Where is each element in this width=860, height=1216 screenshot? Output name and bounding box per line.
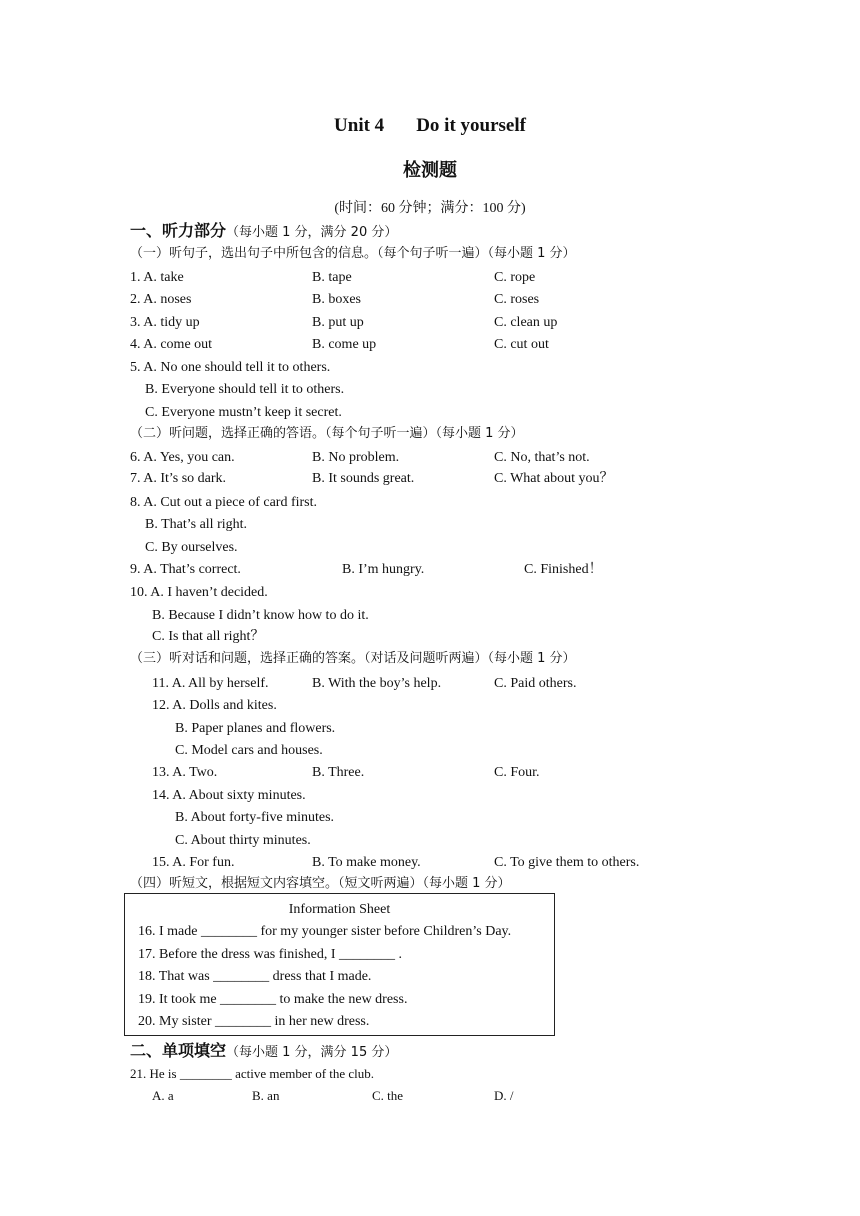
option-text: B. With the boy’s help. [312, 676, 442, 691]
option-text: C. No, that’s not. [494, 450, 590, 465]
option-text: D. / [494, 1088, 514, 1103]
section-note: （每小题 1 分，满分 20 分） [226, 225, 398, 240]
option-text: 6. A. Yes, you can. [130, 450, 235, 465]
option-text: C. Everyone mustn’t keep it secret. [145, 405, 342, 420]
option-text: 12. A. Dolls and kites. [152, 698, 277, 713]
option-text: C. Finished！ [524, 562, 603, 577]
option-text: C. the [372, 1088, 404, 1103]
option-text: 7. A. It’s so dark. [130, 471, 227, 486]
part-heading: （三）听对话和问题，选择正确的答案。（对话及问题听两遍）（每小题 1 分） [130, 651, 576, 666]
option-text: A. a [152, 1088, 174, 1103]
option-text: B. I’m hungry. [342, 562, 425, 577]
option-text: C. Model cars and houses. [175, 743, 323, 758]
option-text: B. tape [312, 270, 352, 285]
option-text: 14. A. About sixty minutes. [152, 788, 306, 803]
option-text: C. Paid others. [494, 676, 577, 691]
option-text: B. Everyone should tell it to others. [145, 382, 345, 397]
option-text: 9. A. That’s correct. [130, 562, 241, 577]
option-text: B. About forty-five minutes. [175, 810, 335, 825]
option-text: B. That’s all right. [145, 517, 248, 532]
option-text: 13. A. Two. [152, 765, 218, 780]
option-text: B. Paper planes and flowers. [175, 721, 336, 736]
option-text: 5. A. No one should tell it to others. [130, 360, 331, 375]
option-text: C. roses [494, 292, 540, 307]
information-sheet [124, 893, 555, 1036]
option-text: B. an [252, 1088, 280, 1103]
part-heading: （二）听问题，选择正确的答语。（每个句子听一遍）（每小题 1 分） [130, 426, 524, 441]
option-text: C. By ourselves. [145, 540, 238, 555]
option-text: 3. A. tidy up [130, 315, 200, 330]
section-heading [130, 1042, 397, 1062]
option-text: C. Is that all right？ [152, 629, 265, 644]
fill-blank-line: 19. It took me ________ to make the new dress. [138, 992, 408, 1007]
option-text: B. Three. [312, 765, 365, 780]
option-text: B. It sounds great. [312, 471, 415, 486]
option-text: 2. A. noses [130, 292, 192, 307]
fill-blank-line: 20. My sister ________ in her new dress. [138, 1014, 370, 1029]
option-text: C. clean up [494, 315, 558, 330]
option-text: C. rope [494, 270, 536, 285]
section-note: （每小题 1 分，满分 15 分） [226, 1045, 398, 1060]
option-text: C. To give them to others. [494, 855, 640, 870]
section-heading [130, 222, 397, 242]
page-subtitle: 检测题 [403, 160, 457, 181]
option-text: 1. A. take [130, 270, 184, 285]
option-text: 8. A. Cut out a piece of card first. [130, 495, 318, 510]
option-text: B. To make money. [312, 855, 421, 870]
unit-label: Unit 4 [334, 115, 385, 136]
option-text: C. What about you？ [494, 471, 614, 486]
fill-blank-line: 17. Before the dress was finished, I ________ . [138, 947, 403, 962]
option-text: B. No problem. [312, 450, 400, 465]
fill-blank-line: 18. That was ________ dress that I made. [138, 969, 372, 984]
option-text: 11. A. All by herself. [152, 676, 269, 691]
fill-blank-line: 16. I made ________ for my younger sister before Children’s Day. [138, 924, 512, 939]
section-title: 二、单项填空 [130, 1041, 227, 1060]
option-text: B. come up [312, 337, 377, 352]
part-heading: （四）听短文，根据短文内容填空。（短文听两遍）（每小题 1 分） [130, 876, 511, 891]
option-text: 4. A. come out [130, 337, 213, 352]
question-stem: 21. He is ________ active member of the club. [130, 1066, 375, 1081]
option-text: C. About thirty minutes. [175, 833, 311, 848]
option-text: C. cut out [494, 337, 549, 352]
section-title: 一、听力部分 [130, 221, 227, 240]
unit-title: Do it yourself [416, 115, 526, 136]
option-text: B. Because I didn’t know how to do it. [152, 608, 369, 623]
option-text: B. put up [312, 315, 364, 330]
option-text: C. Four. [494, 765, 540, 780]
part-heading: （一）听句子，选出句子中所包含的信息。（每个句子听一遍）（每小题 1 分） [130, 246, 576, 261]
option-text: 15. A. For fun. [152, 855, 235, 870]
information-sheet-title: Information Sheet [288, 902, 391, 917]
exam-meta: (时间：60 分钟；满分：100 分) [334, 201, 526, 216]
option-text: B. boxes [312, 292, 361, 307]
option-text: 10. A. I haven’t decided. [130, 585, 268, 600]
page-title [0, 117, 860, 135]
